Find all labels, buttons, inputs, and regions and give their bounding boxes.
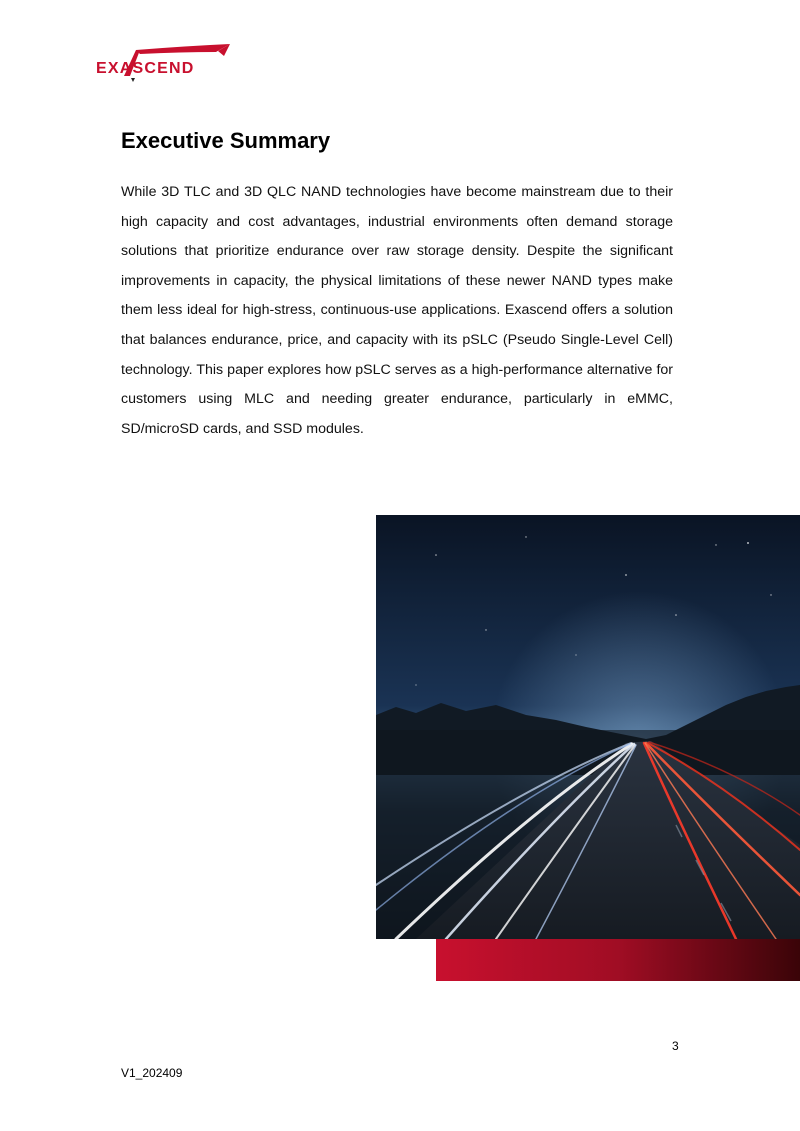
exascend-logo — [96, 42, 236, 82]
logo-text: EXASCEND — [96, 60, 195, 77]
highway-night-photo — [376, 515, 800, 939]
accent-red-bar — [436, 939, 800, 981]
page-title: Executive Summary — [121, 128, 331, 153]
page-number: 3 — [672, 1039, 679, 1053]
summary-paragraph: While 3D TLC and 3D QLC NAND technologies have become mainstream due to their high capacity and cost advantages, industrial environments often demand storage solutions that prioritize endurance over raw storage density. Despite the significant improvements in capacity, the physical limitations of these newer NAND types make them less ideal for high-stress, continuous-use applications. Exascend offers a solution that balances endurance, price, and capacity with its pSLC (Pseudo Single-Level Cell) technology. This paper explores how pSLC serves as a high-performance alternative for customers using MLC and needing greater endurance, particularly in eMMC, SD/microSD cards, and SSD modules. — [121, 184, 673, 437]
version-label: V1_202409 — [121, 1066, 183, 1080]
